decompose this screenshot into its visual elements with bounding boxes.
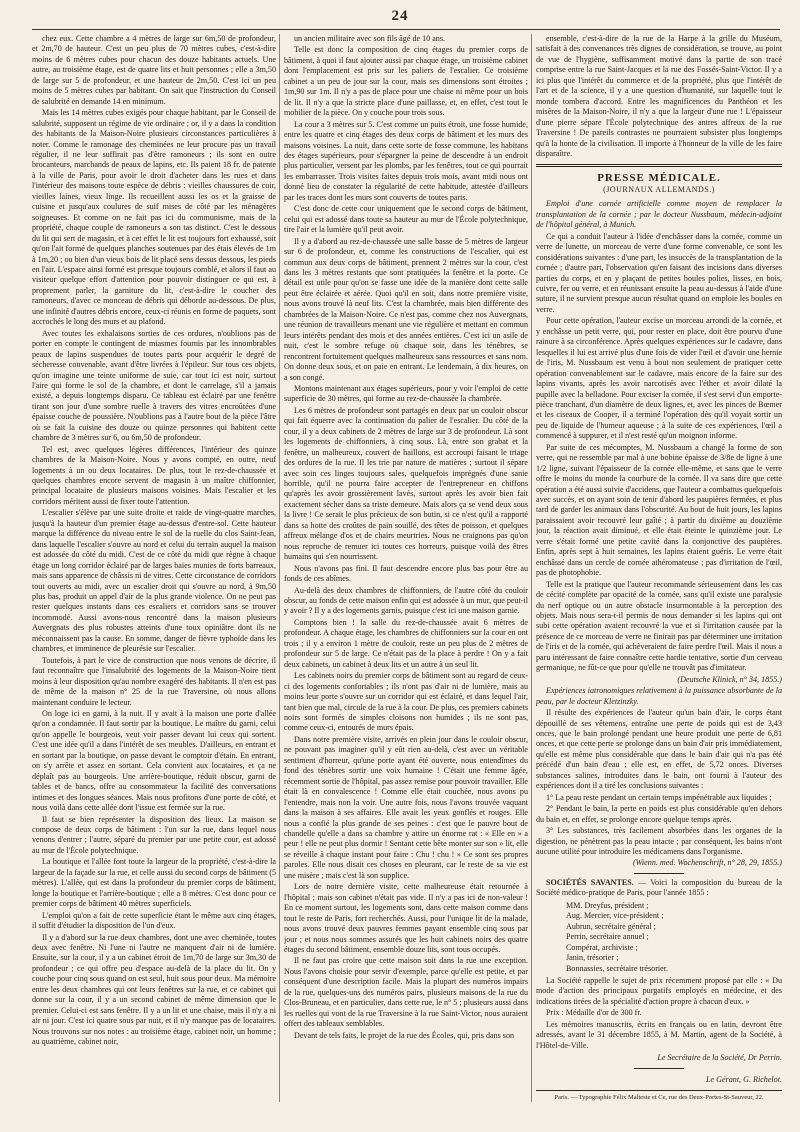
societies-intro: — Voici la composition du bureau de la Société médico-pratique de Paris, pour l'année 1855 : [536, 877, 782, 898]
paragraph: Les 6 mètres de profondeur sont partagés en deux par un couloir obscur qui fait équerre avec la continuation du palier de l'escalier. Du côté de la cour, il y a deux cabinets de 2 mètres de large sur 3 de profondeur. Là sont les logements de chiffonniers, à cinq sous. Là, entre son grabat et la fenêtre, un malheureux, couvert de haillons, est accroupi faisant le triage des ordures de la rue. Il les trie par nature de matières ; surtout il sépare avec soin ces linges toujours sales, quelquefois imprégnés d'une sanie horrible, qu'il ne pourra faire accepter de l'entrepreneur en chiffons qu'après les avoir grossièrement lavés, surtout après les avoir bien fait exactement sécher dans sa triste demeure. Mais alors ça se vend deux sous la livre ! Ce serait le plus précieux de son butin, si ce n'est qu'il a rapporté dans sa hotte des croûtes de pain souillé, des têtes de poisson, et quelques affreux mélange d'os et de chairs meurtries. Nous ne craignons pas qu'on nous reproche de remuer ici toutes ces horreurs, puisque voilà des êtres humains qui s'en nourrissent. [284, 405, 528, 562]
paragraph: L'emploi qu'on a fait de cette superficie étant le même aux cinq étages, il suffit d'étudier la disposition de l'un d'eux. [32, 910, 276, 931]
paragraph: 3° Les substances, très facilement absorbées dans les organes de la digestion, ne pénètrent pas la peau intacte ; par conséquent, les bains n'ont aucune utilité pour introduire les médicamens dans l'organisme. [536, 826, 782, 856]
paragraph: Au-delà des deux chambres de chiffonniers, de l'autre côté du couloir obscur, au fonds de cette maison enfin qui est adossée à un mur, que peut-il y avoir ? Il y a des logements garnis, puisque c'est ici une maison garnie. [284, 585, 528, 616]
paragraph: un ancien militaire avec son fils âgé de 10 ans. [294, 34, 446, 43]
secretary-signature: Le Secrétaire de la Société, Dr Perrin. [657, 1053, 782, 1063]
article-citation: (Wienn. med. Wochenschrift, n° 28, 29, 1855.) [632, 858, 782, 868]
section-rule [536, 164, 782, 167]
paragraph: chez eux. Cette chambre a 4 mètres de large sur 6m,50 de profondeur, et 2m,70 de hauteur. C'est un peu plus de 70 mètres cubes, c'est-à-dire moins de 6 mètres cubes pour chacun des douze habitants actuels. Une autre, au troisième étage, est de quatre lits et huit personnes ; elle a 3m,50 de large sur 5 de profondeur, et une hauteur de 2m,50. C'est ici un peu moins de 5 mètres cubes par habitant. On sait que l'instruction du Conseil de salubrité en demande 14 en minimum. [32, 34, 276, 106]
paragraph: Par suite de ces mécomptes, M. Nussbaum a changé la forme de son verre, qui ne ressemble par mal à une bobine épaisse de 3/8e de ligne à une 1/2 ligne, suivant l'épaisseur de la cornée elle-même, et sans que le verre offre le moins du monde la courbure de la cornée. Il va sans dire que cette opération a été aussi suivie d'accidens, que l'auteur a combattus quelquefois avec succès, et on ayant soin de tenir d'abord les paupières fermées, et plus tard de garder les animaux dans l'obscurité. Au bout de huit jours, les lapins paraissaient avoir recouvré leur gaîté ; à partir du dixième au douzième jour, la réaction avait diminué, et elle était éteinte le quinzième jour. Le verre s'était formé une petite cavité dans la conjonctive des paupières. Enfin, après sept à huit semaines, les lapins étaient guéris. Le verre était enchâssé dans un cercle de cornée athéromateuse ; pas d'irritation de l'œil, pas de photophobie. [536, 442, 782, 578]
member-item: Perrin, secrétaire annuel ; [566, 932, 649, 942]
article-title: Emploi d'une cornée artificielle comme moyen de remplacer la transplantation de la cornée ; par le docteur Nussbaum, médecin-adjoint de l'hôpital général, à Munich. [536, 199, 782, 230]
memoirs-paragraph: Les mémoires manuscrits, écrits en français ou en latin, devront être adressés, avant le 31 décembre 1855, à M. Martin, agent de la Société, à l'Hôtel-de-Ville. [536, 1019, 782, 1050]
header-rule [32, 29, 780, 30]
page-number: 24 [391, 8, 409, 24]
prize-paragraph: La Société rappelle le sujet de prix récemment proposé par elle : « Du mode d'action des principaux purgatifs employés en médecine, et des indications tirées de la spécialité d'action propre à chacun d'eux. » [536, 975, 782, 1006]
paragraph: Avec toutes les exhalaisons sorties de ces ordures, n'oublions pas de porter en compte le contingent de miasmes fournis par les innombrables peaux de lapins suspendues de toutes parts pour acquérir le degré de sécheresse convenable, avant d'être livrées à l'épileur. Sur tous ces objets, qu'on imagine une teinte uniforme de suie, car tout ici est noir, surtout l'aire qui forme le sol de la chambre, et dont le carrelage, s'il a jamais existé, a depuis longtemps disparu. Ce tableau est éclairé par une fenêtre tirant son jour d'une sombre ruelle à travers des vitres encroûtées d'une épaisse couche de poussière. N'oublions pas à l'autre bout de la pièce l'âtre où se fait la cuisine des douze ou quinze personnes qui habitent cette chambre de 3 mètres sur 6, ou 6m,50 de profondeur. [32, 328, 276, 443]
member-item: MM. Dreyfus, président ; [566, 900, 649, 910]
member-item: Bonnassies, secrétaire trésorier. [566, 963, 669, 973]
paragraph: Il résulte des expériences de l'auteur qu'un bain d'air, le corps étant dépouillé de ses vêtemens, entraîne une perte de poids qui est de 3,43 onces, que le bain prolongé pendant une heure produit une perte de 6,81 onces, et que cette perte se prolonge dans un bain d'air pris immédiatement, qu'elle est même plus considérable que dans le bain d'air qui n'a pas été précédé d'un bain d'eau ; elle est, en effet, de 5,72 onces. Diverses substances salines, introduites dans le bain, ont fourni à l'auteur des expériences dont il a tiré les conclusions suivantes : [536, 708, 782, 791]
paragraph: C'est donc de cette cour uniquement que le second corps de bâtiment, celui qui est adossé dans toute sa hauteur au mur de l'École polytechnique, tire l'air et la lumière qu'il peut avoir. [284, 204, 528, 235]
member-item: Compérat, archiviste ; [566, 942, 638, 952]
member-item: Janin, trésorier ; [566, 953, 619, 963]
paragraph: La boutique et l'allée font toute la largeur de la propriété, c'est-à-dire la largeur de la façade sur la rue, et celle aussi du second corps de bâtiment (5 mètres). L'allée, qui est dans la profondeur du premier corps de bâtiment, longe la boutique et l'arrière-boutique ; elle a 8 mètres. C'est donc pour ce premier corps de bâtiment 40 mètres superficiels. [32, 857, 276, 909]
paragraph: 1° La peau reste pendant un certain temps impénétrable aux liquides ; [546, 792, 772, 802]
prize-value: Prix : Médaille d'or de 300 fr. [546, 1008, 642, 1018]
paragraph: 2° Pendant le bain, la perte en poids est plus considérable qu'en dehors du bain et, en effet, se prolonge encore quelque temps après. [536, 804, 782, 824]
column-divider [531, 34, 532, 1102]
paragraph: Tel est, avec quelques légères différences, l'intérieur des quinze chambres de la Maison-Noire. Nous y avons compté, en outre, neuf logements à un ou deux locataires. De plus, tout le rez-de-chaussée et quelques chambres encore servent de magasin à un maître chiffonnier, principal locataire de plusieurs maisons voisines. Mais l'escalier et les corridors méritent aussi de fixer toute l'attention. [32, 444, 276, 506]
paragraph: Telle est la pratique que l'auteur recommande sérieusement dans les cas de cécité complète par opacité de la cornée, sans qu'il existe une paralysie du nerf optique ou un autre obstacle insurmontable à la perception des objets. Mais nous sera-t-il permis de nous demander si les lapins qui ont subi cette opération avaient recouvré la vue et si l'irritation causée par la présence de ce morceau de verre ne finirait pas par déterminer une irritation de l'iris et de la cornée, qui achèveraient de faire perdre l'œil. Mais il nous a paru intéressant de faire connaître cette hardie tentative, sortie d'un cerveau germanique, ne fût-ce que pour qu'elle ne trouvât pas d'imitateur. [536, 579, 782, 673]
article-body [536, 232, 782, 674]
paragraph: La cour a 3 mètres sur 5. C'est comme un puits étroit, une fosse humide, entre les quatre et cinq étages des deux corps de bâtiment et les murs des maisons voisines. La nuit, dans cette sorte de fosse commune, les habitans des étages supérieurs, pour s'épargner la peine de descendre à un endroit plus particulier, versent par les plombs, par les fenêtres, tout ce qui pourrait les embarrasser. Trois visites faites depuis trois mois, avant midi nous ont donné lieu de constater la régularité de cette habitude, attestée d'ailleurs par les traces dont les murs sont couverts de toutes parts. [284, 119, 528, 202]
member-item: Aug. Mercier, vice-président ; [566, 911, 664, 921]
paragraph: Nous n'avons pas fini. Il faut descendre encore plus bas pour être au fonds de ces abîmes. [284, 563, 528, 584]
paragraph: Il y a d'abord au rez-de-chaussée une salle basse de 5 mètres de largeur sur 6 de profondeur, et, comme les constructions de l'escalier, qui est commun aux deux corps de bâtiment, prennent 2 mètres sur la cour, c'est dans les 3 mètres restants que sont pratiquées la fenêtre et la porte. Ce détail est utile pour qu'on se fasse une idée de la manière dont cette salle peut être éclairée et aérée. Quoi qu'il en soit, dans notre première visite, nous avons trouvé là neuf lits. C'est la chambrée, mais bien différente des chambrées de la Maison-Noire. Ce n'est pas, comme chez nos Auvergnats, une réunion de travailleurs menant une vie régulière et mettant en commun leurs intérêts pendant des mois et des années entières. C'est ici un asile de nuit, c'est le sombre refuge où chaque soir, dans les ténèbres, se rencontrent fortuitement quelques malheureux sans ressources et sans nom. On donne deux sous, et on paie en entrant. Le lendemain, à dix heures, on a son congé. [284, 236, 528, 382]
divider [634, 873, 684, 874]
paragraph: Il faut se bien représenter la disposition des lieux. La maison se compose de deux corps de bâtiment : l'un sur la rue, dans lequel nous venons d'entrer ; l'autre, séparé du premier par une petite cour, est adossé au mur de l'École polytechnique. [32, 814, 276, 855]
printer-imprint: Paris. — Typographie Félix Malteste et Ce, rue des Deux-Portes-St-Sauveur, 22. [536, 1090, 782, 1102]
column-2 [284, 34, 528, 1102]
section-source: (JOURNAUX ALLEMANDS.) [603, 184, 715, 194]
paragraph: Mais les 14 mètres cubes exigés pour chaque habitant, par le Conseil de salubrité, supposent un régime de vie ordinaire ; or, il y a dans la condition des habitants de la Maison-Noire plusieurs circonstances particulières à noter. Comme le ramonage des cheminées ne leur procure pas un travail régulier, il ne leur suffirait pas d'être ramoneurs ; ils sont en outre brocanteurs, marchands de peaux de lapins, etc. Ils paient 18 fr. de patente à la ville de Paris, pour avoir le droit d'acheter dans les rues et dans l'intérieur des maisons toute espèce de débris : vieilles chaussures de cuir, vieilles laines, vieux linge. Ils recueillent aussi les os et la graisse de cuisine et jusqu'aux coulures de suif mises de côté par les ménagères soigneuses. Et comme on ne fait pas ici du communisme, mais de la propriété, chaque couple de ramoneurs a son tas distinct. C'est le dessous du lit qui sert de magasin, et à cet effet le lit est toujours fort exhaussé, soit qu'on l'ait formé de quelques planches soutenues par des étais élevés de 1m à 1m,20 ; ou bien d'un vieux bois de lit placé sens dessus dessous, les pieds en l'air. L'espace ainsi formé est presque toujours comblé, et alors il faut au visiteur quelque effort d'attention pour pouvoir distinguer ce qui est, à proprement parler, la garniture du lit, c'est-à-dire le coucher des ramoneurs, d'avec ce monceau de débris qui déborde au-dessous. De plus, une infinité d'autres débris encore, ceux-ci réunis en forme de paquets, sont accrochés le long des murs et au plafond. [32, 108, 276, 327]
column-1 [32, 34, 276, 1102]
paragraph: Devant de tels faits, le projet de la rue des Écoles, qui, pris dans son [294, 1030, 515, 1040]
paragraph: Il y a d'abord sur la rue deux chambres, dont une avec cheminée, toutes deux avec fenêtre. Ni l'une ni l'autre ne manquent d'air ni de lumière. Ensuite, sur la cour, il y a un cabinet étroit de 1m,70 de large sur 3m,30 de profondeur ; ce qui offre peu d'espace au-delà de la place du lit. On y couche pour cinq sous quand on est seul, huit sous pour deux. Ma mémoire entre les deux chambres qui ont leurs fenêtres sur la rue, et ce cabinet qui donne sur la cour, il y a un second cabinet de même dimension que le premier. Celui-ci est sans fenêtre. Il y a un lit et une chaise, mais il n'y a ni air ni jour. C'est ici quatre sous par nuit, et il n'y manque pas de locataires. Nous trouvons sur nos notes : au troisième étage, cabinet noir, un homme ; au quatrième, cabinet noir, [32, 932, 276, 1047]
column-3 [536, 34, 782, 1102]
article-citation: (Deutsche Klinick, n° 34, 1855.) [677, 674, 782, 684]
paragraph: Lors de notre dernière visite, cette malheureuse était retournée à l'hôpital ; mais son cabinet n'était pas vide. Il n'y a pas ici de non-valeur ! En ce moment surtout, les logements sont, dans cette maison comme dans tout le reste de Paris, fort recherchés. Aussi, pour l'unique lit de la malade, nous avons trouvé deux pauvres femmes payant ensemble cinq sous par jour ; et nous nous sommes assurés que les huit cabinets noirs des quatre étages du second bâtiment, ensemble douze lits, sont tous occupés. [284, 882, 528, 954]
paragraph: On loge ici en garni, à la nuit. Il y avait à la maison une porte d'allée qu'on a condamnée. Il faut sortir par la boutique. Le maître du garni, celui qu'on appelle le bourgeois, veut voir passer devant lui ceux qui sortent. C'est une idée qu'il a dans l'intérêt de ses meubles. D'ailleurs, en entrant et en sortant par la boutique, on passe devant le comptoir d'étain. En entrant, on s'y arrête et assez en sortant. Cela convient aux locataires, et ça ne déplaît pas au bourgeois. Une arrière-boutique, réduit obscur, garni de tables et de bancs, offre au consommateur la facilité des conversations intimes et des longues séances. Mais nous profitons d'une porte de côté, et nous voilà dans cette allée dont l'issue est fermée sur la rue. [32, 709, 276, 813]
column-divider [279, 34, 280, 1102]
paragraph: Montons maintenant aux étages supérieurs, pour y voir l'emploi de cette superficie de 30 mètres, qui forme au rez-de-chaussée la chambrée. [284, 383, 528, 404]
paragraph: Il ne faut pas croire que cette maison soit dans la rue une exception. Nous l'avons choisie pour servir d'exemple, parce qu'elle est petite, et par conséquent d'une description facile. Mais la plupart des numéros impairs de la rue, quelques-uns des numéros pairs, plusieurs maisons de la rue du Clos-Bruneau, et en particulier, dans cette rue, le n° 5 ; plusieurs aussi dans les ruelles qui vont de la rue Traversine à la rue Saint-Victor, nous auraient offert des tableaux semblables. [284, 956, 528, 1029]
article-body [536, 708, 782, 857]
article-conclusion [536, 34, 782, 159]
paragraph: Pour cette opération, l'auteur excise un morceau arrondi de la cornée, et y enchâsse un petit verre, qui, pour rester en place, doit être pourvu d'une rainure à sa circonférence. Après quelques expériences sur le cadavre, dans lesquelles il lui est arrivé plus d'une fois de vider l'œil et d'avoir une hernie de l'iris, M. Nussbaum est venu à bout non seulement de pratiquer cette opération convenablement sur le cadavre, mais encore de la faire sur des lapins vivants, après les avoir narcotisés avec l'éther et avoir dilaté la pupille avec la belladone. Pour exciser la cornée, il s'est servi d'un emporte-pièce tranchant, d'un diamètre de deux lignes, et, avec les pinces de Bœmer et les ciseaux de Cooper, il a terminé l'opération dès qu'il voyait sortir un peu de liquide de l'humeur aqueuse ; à la suite de ces expériences, l'œil a commencé à suppurer, et il n'est resté qu'un moignon informe. [536, 316, 782, 441]
paragraph: Dans notre première visite, arrivés en plein jour dans le couloir obscur, ne pouvant pas imaginer qu'il y eût rien au-delà, c'est avec un véritable sentiment d'horreur, qu'une porte ayant été ouverte, nous entendîmes du fond des ténèbres sortir une voix humaine ! C'était une femme âgée, récemment sortie de l'hôpital, pas assez remise pour pouvoir travailler. Elle était là en convalescence ! Comme elle était couchée, nous avons pu l'entendre, mais non la voir. Une autre fois, nous l'avons trouvée vaquant dans la maison à ses affaires. Elle avait les yeux gonflés et rouges. Elle nous a confié la plus grande de ses peines : c'est que le pauvre bout de chandelle qu'elle a dans sa chambre y attire un énorme rat : « Elle en » a peur ! elle ne peut plus dormir ! Sentant cette bête monter sur son » lit, elle se réveille à chaque instant pour faire : Chu ! chu ! » Ce sont ses propres paroles. Elle nous disait ces choses en pleurant, car le reste de sa vie est une misère ; mais c'est là son supplice. [284, 734, 528, 880]
paragraph: L'escalier s'élève par une suite droite et raide de vingt-quatre marches, jusqu'à la hauteur d'un premier étage au-dessus d'entre-sol. Cette hauteur marque la différence du niveau entre le sol de la ruelle du clos Saint-Jean, dans laquelle l'escalier s'ouvre au nord et celui du terrain auquel la maison est adossée du côté du midi. C'est de ce côté du midi que règne à chaque étage un long corridor éclairé par de larges baies munies de forts barreaux, mais sans apparence de châssis ni de vitres. Cette circonstance de corridors tout ouverts au midi, avec un escalier droit qui s'ouvre au nord, à 9m,50 plus bas, produit un appel d'air de la plus grande violence. On ne peut pas rester quelques instants dans ces escaliers et corridors sans se trouver incommodé. Aussi avons-nous rencontré dans la maison plusieurs Auvergnats des plus robustes atteints d'une toux opiniâtre dont ils ne méconnaissent pas la cause. En somme, danger de fièvre typhoïde dans les chambres, et imminence de pleurésie sur l'escalier. [32, 508, 276, 654]
societies-lead: SOCIÉTÉS SAVANTES. [546, 877, 634, 887]
divider [634, 1068, 684, 1069]
paragraph: Les cabinets noirs du premier corps de bâtiment sont au regard de ceux-ci des logements confortables ; ils n'ont pas d'air ni de lumière, mais au moins leur porte s'ouvre sur un corridor qui est éclairé, et dans lequel l'air, tant bien que mal, circule de la rue à la cour. De plus, ces premiers cabinets noirs sont formés de simples cloisons non humides ; ils ne sont pas, comme ceux-ci, entourés de murs épais. [284, 671, 528, 733]
article-title: Expériences iatronomiques relativement à la puissance absorbante de la peau, par le docteur Kletzinzky. [536, 686, 782, 706]
paragraph: Telle est donc la composition de cinq étages du premier corps de bâtiment, à quoi il faut ajouter aussi par chaque étage, un troisième cabinet dont l'emplacement est pris sur les paliers de l'escalier. Ce troisième cabinet a un peu de jour sur la cour, mais ses dimensions sont étroites ; 1m,90 sur 1m. Il n'y a pas de place pour une chaise ni même pour un bois de lit. Il n'y a que la stricte place d'une paillasse, et, en effet, c'est tout le mobilier de la pièce. On y couche pour trois sous. [284, 45, 528, 118]
paragraph: Comptons bien ! la salle du rez-de-chaussée avait 6 mètres de profondeur. A chaque étage, les chambres de chiffonniers sur la cour en ont trois ; il y a environ 1 mètre de couloir, reste un peu plus de 2 mètres de profondeur sur 5 de large. Ce n'était pas de la place à perdre ! On y a fait deux cabinets, un cabinet à deux lits et un autre à un seul lit. [284, 617, 528, 669]
member-list [566, 901, 782, 974]
gerant-signature: Le Gérant, G. Richelot. [706, 1074, 782, 1084]
paragraph: Toutefois, à part le vice de construction que nous venons de décrire, il faut reconnaître que l'insalubrité des logements de la Maison-Noire tient moins à leur disposition qu'au nombre exagéré des habitants. Il n'en est pas de même de la maison n° 25 de la rue Traversine, où nous allons maintenant conduire le lecteur. [32, 655, 276, 707]
member-item: Aubrun, secrétaire général ; [566, 921, 656, 931]
societies-paragraph [536, 878, 782, 899]
section-heading: PRESSE MÉDICALE. [597, 172, 721, 185]
paragraph: Ce qui a conduit l'auteur à l'idée d'enchâsser dans la cornée, comme un verre de lunette, un morceau de verre d'une forme convenable, ce sont les considérations suivantes : d'une part, les insuccès de la transplantation de la cornée ; d'autre part, l'observation qu'en faisant des incisions dans diverses parties du corps, et en y plaçant de petites boules polies, lisses, en bois, cuivre, fer ou verre, et en réunissant ensuite la peau au-dessus à l'aide d'une suture, il ne survient presque aucun résultat quand on emploie les boules en verre. [536, 231, 782, 314]
paragraph: ensemble, c'est-à-dire de la rue de la Harpe à la grille du Muséum, satisfait à des convenances très dignes de considération, se trouve, au point de vue de l'hygiène, suffisamment motivé dans la partie de son tracé comprise entre la rue Saint-Jacques et la rue des Fossés-Saint-Victor. Il y a ici plus que l'intérêt du commerce et de la propriété, plus que l'intérêt de l'art et de la science, il y a une question d'humanité, sur laquelle tout le monde tombera d'accord. Entre les magnificences du Panthéon et les misères de la Maison-Noire, il n'y a que la largeur d'une rue ! L'épaisseur d'une pierre sépare l'École polytechnique des antres affreux de la rue Traversine ! De pareils contrastes ne pourraient subsister plus longtemps qu'à la honte de la civilisation. Il importe à l'honneur de la ville de les faire disparaître. [536, 34, 782, 158]
